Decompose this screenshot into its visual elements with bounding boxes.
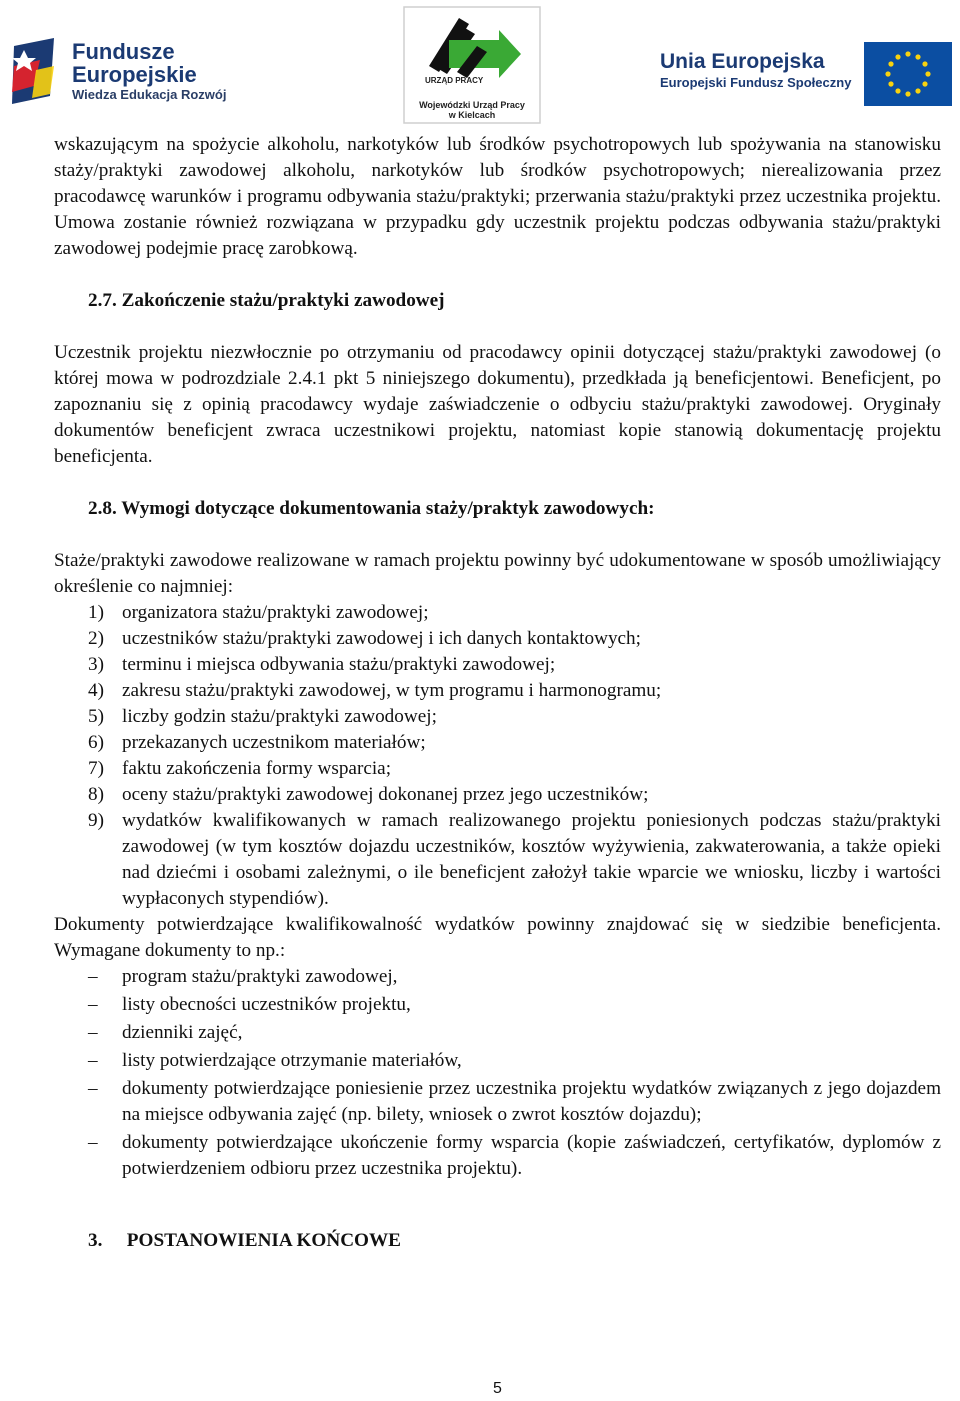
fundusze-europejskie-logo — [10, 30, 260, 110]
list-item: 2) uczestników stażu/praktyki zawodowej i ich danych kontaktowych; — [88, 628, 641, 649]
list-item: 7) faktu zakończenia formy wsparcia; — [88, 758, 392, 779]
documentation-requirements-list — [54, 600, 941, 912]
list-item: – dzienniki zajęć, — [88, 1022, 243, 1043]
ue-logo-text — [660, 50, 851, 91]
list-item: – listy obecności uczestników projektu, — [88, 994, 411, 1015]
list-item: – dokumenty potwierdzające ukończenie formy wsparcia (kopie zaświadczeń, certyfikatów, dyplomów z potwierdzeniem odbioru przez uczestnika projektu). — [88, 1132, 941, 1179]
paragraph-required-documents: Dokumenty potwierdzające kwalifikowalność wydatków powinny znajdować się w siedzibie beneficjenta. Wymagane dokumenty to np.: — [54, 914, 941, 961]
list-item: 8) oceny stażu/praktyki zawodowej dokonanej przez jego uczestników; — [88, 784, 649, 805]
list-item: 4) zakresu stażu/praktyki zawodowej, w tym programu i harmonogramu; — [88, 680, 662, 701]
urzad-pracy-sub2: w Kielcach — [448, 110, 496, 120]
ue-logo-line2: Europejski Fundusz Społeczny — [660, 75, 852, 90]
heading-2-7 — [54, 288, 941, 314]
list-item: 6) przekazanych uczestnikom materiałów; — [88, 732, 426, 753]
heading-2-8 — [54, 496, 941, 522]
urzad-pracy-sub1: Wojewódzki Urząd Pracy — [419, 100, 525, 110]
list-item: 5) liczby godzin stażu/praktyki zawodowej; — [88, 706, 437, 727]
heading-2-7-title: Zakończenie stażu/praktyki zawodowej — [121, 290, 445, 311]
heading-section-3-title: POSTANOWIENIA KOŃCOWE — [126, 1230, 401, 1251]
list-item: – dokumenty potwierdzające poniesienie przez uczestnika projektu wydatków związanych z jego dojazdem na miejsce odbywania zajęć (np. bilety, wniosek o zwrot kosztów dojazdu); — [88, 1078, 941, 1125]
heading-2-8-number: 2.8. — [88, 498, 117, 519]
urzad-pracy-subtitle — [403, 100, 541, 120]
fe-logo-line1: Fundusze — [72, 39, 175, 64]
required-documents-list — [54, 964, 941, 1182]
ue-logo-line1: Unia Europejska — [660, 50, 825, 73]
unia-europejska-logo — [660, 42, 952, 108]
document-body — [54, 132, 941, 1254]
heading-section-3-number: 3. — [88, 1230, 103, 1251]
page-number: 5 — [493, 1380, 502, 1397]
urzad-pracy-logo — [403, 6, 541, 124]
heading-2-8-title: Wymogi dotyczące dokumentowania staży/praktyk zawodowych: — [121, 498, 655, 519]
heading-section-3 — [54, 1228, 941, 1254]
list-item: 3) terminu i miejsca odbywania stażu/praktyki zawodowej; — [88, 654, 556, 675]
heading-2-7-number: 2.7. — [88, 290, 117, 311]
fe-logo-text — [72, 40, 226, 104]
eu-flag-icon — [864, 42, 952, 106]
list-item: 9) wydatków kwalifikowanych w ramach realizowanego projektu poniesionych podczas stażu/praktyki zawodowej (w tym kosztów dojazdu uczestników, kosztów wyżywienia, zakwaterowania, a także opieki nad dziećmi i osobami zależnymi, o ile beneficjent założył takie wparcie we wniosku, liczby i wartości wypłaconych stypendiów). — [88, 810, 941, 909]
list-item: – listy potwierdzające otrzymanie materiałów, — [88, 1050, 462, 1071]
paragraph-termination: wskazującym na spożycie alkoholu, narkotyków lub środków psychotropowych lub spożywania na stanowisku staży/praktyki zawodowej alkoholu, narkotyków lub środków psychotropowych; nierealizowania przez pracodawcę warunków i programu odbywania stażu/praktyki; przerwania stażu/praktyki przez uczestnika projektu. Umowa zostanie również rozwiązana w przypadku gdy uczestnik projektu podczas odbywania stażu/praktyki zawodowej podejmie pracę zarobkową. — [54, 134, 941, 259]
list-item: – program stażu/praktyki zawodowej, — [88, 966, 398, 987]
paragraph-2-8: Staże/praktyki zawodowe realizowane w ramach projektu powinny być udokumentowane w sposób umożliwiający określenie co najmniej: — [54, 550, 941, 597]
list-item: 1) organizatora stażu/praktyki zawodowej; — [88, 602, 429, 623]
fe-logo-line3: Wiedza Edukacja Rozwój — [72, 87, 227, 102]
paragraph-2-7: Uczestnik projektu niezwłocznie po otrzymaniu od pracodawcy opinii dotyczącej stażu/praktyki zawodowej (o której mowa w podrozdziale 2.4.1 pkt 5 niniejszego dokumentu), przedkłada ją beneficjentowi. Beneficjent, po zapoznaniu się z opinią pracodawcy wydaje zaświadczenie o odbyciu stażu/praktyki zawodowej. Oryginały dokumentów beneficjent zwraca uczestnikowi projektu, natomiast kopie stanowią dokumentację projektu beneficjenta. — [54, 342, 941, 467]
page-header — [0, 0, 960, 125]
fe-logo-line2: Europejskie — [72, 62, 197, 87]
fe-flag-icon — [10, 30, 62, 110]
urzad-pracy-label: URZĄD PRACY — [425, 76, 484, 85]
